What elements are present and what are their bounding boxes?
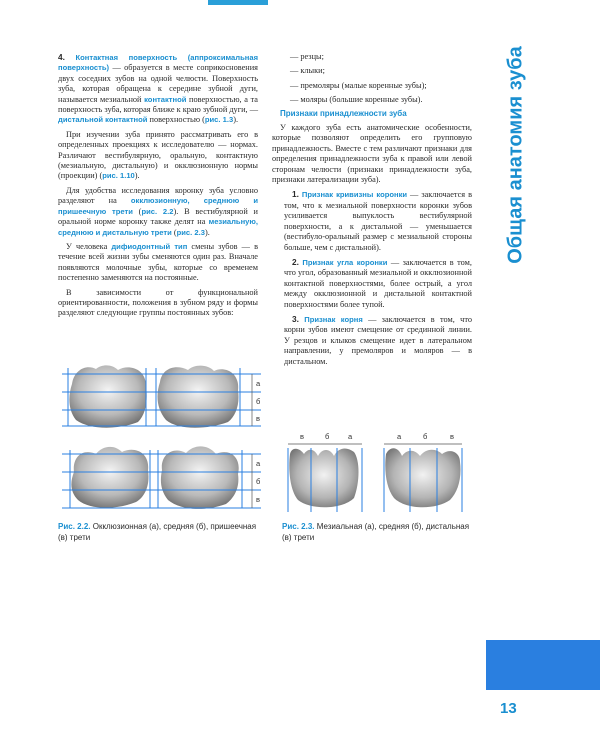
keyword: дистальной контактной — [58, 115, 148, 125]
label-b: б — [423, 432, 428, 441]
list-item: — моляры (большие коренные зубы). — [290, 95, 423, 105]
list-item: — резцы; — [290, 52, 324, 61]
keyword: Контактная поверхность (аппроксимальная поверхность) — [58, 53, 258, 73]
caption-text: Окклюзионная (а), средняя (б), пришеечная (в) трети — [58, 522, 257, 542]
section-heading: Признаки принадлежности зуба — [280, 108, 407, 118]
label-a: а — [348, 432, 353, 441]
label-v: в — [256, 495, 260, 504]
text: Для удобства исследования коронку зуба условно разделяют на — [58, 185, 258, 206]
figure-ref[interactable]: рис. 1.10 — [102, 171, 135, 181]
keyword: Признак угла коронки — [302, 257, 388, 267]
keyword: Признак корня — [304, 314, 363, 324]
figure-2-2 — [56, 360, 271, 518]
label-v: в — [450, 432, 454, 441]
figure-2-3 — [280, 430, 470, 522]
item-4 — [58, 52, 258, 126]
right-column — [272, 52, 472, 371]
caption-label: Рис. 2.3. — [282, 522, 315, 531]
text: поверхностью ( — [147, 115, 205, 125]
sign-3 — [272, 314, 472, 367]
tooth-molar — [289, 449, 358, 508]
paragraph-groups — [58, 288, 258, 319]
paragraph-norms — [58, 130, 258, 182]
label-a: а — [256, 459, 261, 468]
list-item: — премоляры (малые коренные зубы); — [290, 80, 427, 90]
paragraph-thirds — [58, 186, 258, 238]
paragraph-diphyodont — [58, 242, 258, 284]
sign-2 — [272, 257, 472, 310]
keyword: контактной — [144, 94, 187, 104]
tooth-premolar — [161, 446, 239, 509]
text: При изучении зуба принято рассматривать его в определенных проекциях к исследователю — нормах. Различают вестибулярную, оральную, контактную (мезиальную, дистальную) и окклюзионную нормы (проекции) ( — [58, 129, 258, 181]
text: — образуется в месте соприкосновения двух соседних зубов на одной челюсти. Поверхность зуба, которая обращена к середине зубной дуги, называется мезиальной — [58, 63, 258, 104]
keyword: мезиальную, среднюю и дистальную трети — [58, 217, 258, 237]
sidebar-title-text: Общая анатомия зуба — [504, 46, 527, 264]
section-color-block — [486, 640, 600, 690]
keyword: Признак кривизны коронки — [301, 190, 408, 200]
tooth-molar — [69, 365, 146, 427]
label-b: б — [256, 397, 261, 406]
sign-1 — [272, 189, 472, 252]
top-accent-bar — [208, 0, 268, 5]
keyword: дифиодонтный тип — [111, 241, 188, 251]
page-number: 13 — [500, 700, 517, 717]
keyword: окклюзионную, среднюю и пришеечную трети — [58, 196, 258, 216]
list-item: — клыки; — [290, 66, 325, 76]
tooth-molar — [158, 366, 239, 428]
caption-text: Мезиальная (а), средняя (б), дистальная (в) трети — [282, 522, 470, 542]
text: ). — [134, 171, 140, 181]
text: У человека — [66, 241, 112, 251]
text: — заключается в том, что к мезиальной поверхности коронки зубов усиливается выпуклость вестибулярной поверхности, а к дистальной — уменьшается (вестибуло-оральный размер с мезиальной стороны больше, чем с дистальной). — [284, 190, 472, 252]
item-number: 2. — [292, 256, 299, 267]
tooth-premolar — [71, 447, 148, 508]
text: — заключается в том, что угол, образованный мезиальной и окклюзионной контактной поверхностями, более острый, а угол между окклюзионной и дистальной контактной поверхностями более тупой. — [284, 257, 472, 309]
text: ). — [204, 227, 210, 237]
text: — заключается в том, что корни зубов имеют смещение от срединной линии. У резцов и клыков смещение идет в латеральном направлении, у премоляров и моляров — в дистальном. — [284, 314, 472, 366]
text: ). — [233, 115, 239, 125]
label-b: б — [256, 477, 261, 486]
text: ( — [171, 227, 177, 237]
text: поверхностью, а та поверхность зуба, которая ближе к краю зубной дуги, — — [58, 94, 258, 115]
label-a: а — [397, 432, 402, 441]
figure-2-3-caption — [282, 521, 472, 543]
text: смены зубов — в течение всей жизни зубы сменяются один раз. Вначале появляются молочные зубы, которые со временем постепенно заменяются на постоянные. — [58, 241, 258, 283]
label-v: в — [300, 432, 304, 441]
figure-2-2-caption — [58, 521, 258, 543]
paragraph-intro: У каждого зуба есть анатомические особенности, которые позволяют определить его групповую принадлежность. Вместе с тем различают признаки для определения принадлежности зуба к правой или левой сторонам челюсти (признаки принадлежности зуба, признаки латерализации зуба). — [272, 123, 472, 185]
label-a: а — [256, 379, 261, 388]
item-number: 4. — [58, 52, 65, 62]
figure-ref[interactable]: рис. 1.3 — [204, 115, 234, 125]
figure-ref[interactable]: рис. 2.3 — [176, 227, 205, 237]
caption-label: Рис. 2.2. — [58, 522, 91, 531]
item-number: 1. — [292, 189, 299, 200]
label-v: в — [256, 414, 260, 423]
figure-ref[interactable]: рис. 2.2 — [141, 206, 174, 216]
text: ). В вестибулярной и оральной норме коронку также делят на — [58, 206, 258, 227]
label-b: б — [325, 432, 330, 441]
item-number: 3. — [292, 313, 299, 324]
text: В зависимости от функциональной ориентированности, положения в зубном ряду и формы разделяют следующие группы постоянных зубов: — [58, 287, 258, 318]
sidebar-title — [492, 40, 540, 270]
text: ( — [132, 206, 142, 216]
tooth-molar — [385, 448, 460, 507]
left-column — [58, 52, 258, 323]
